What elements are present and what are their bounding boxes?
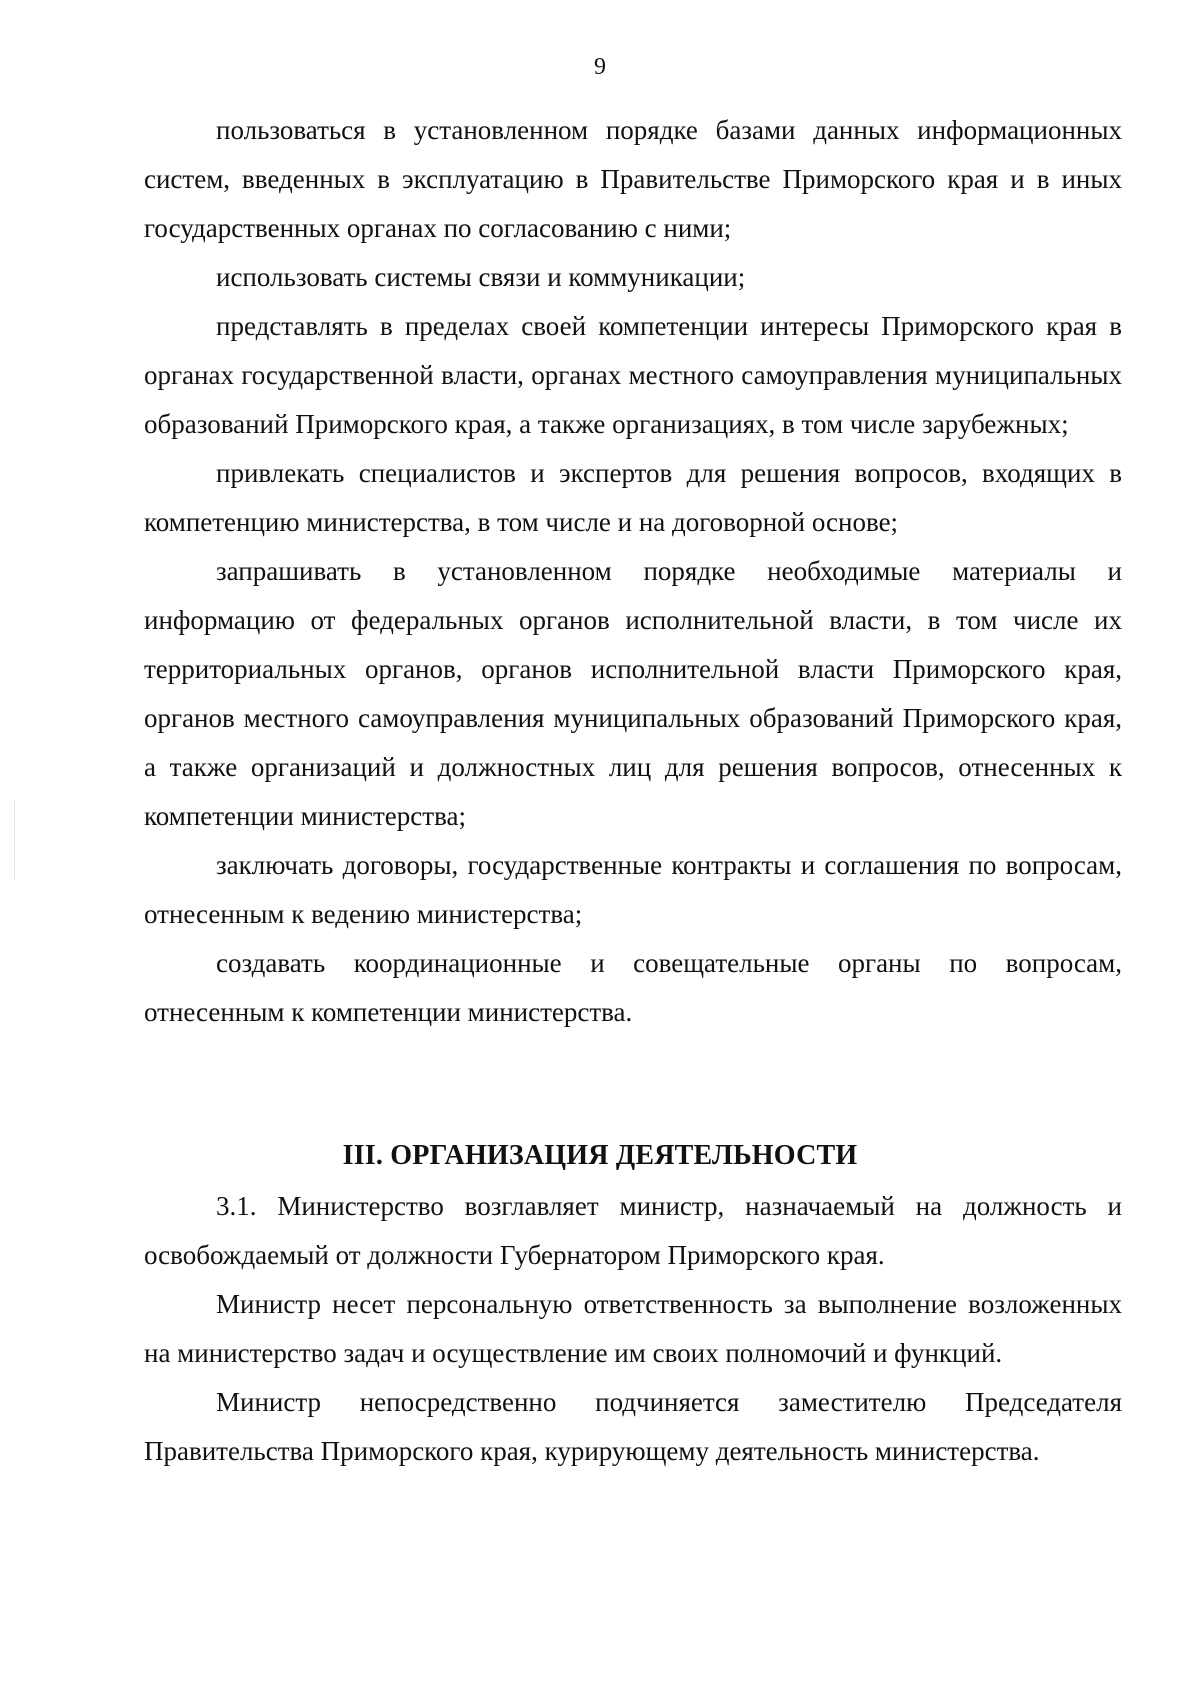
scan-artifact xyxy=(14,800,15,880)
paragraph-databases: пользоваться в установленном порядке базами данных информационных систем, введенных в эксплуатацию в Правительстве Приморского края и в иных государственных органах по согласованию с ними; xyxy=(144,115,1122,243)
paragraph-contracts: заключать договоры, государственные контракты и соглашения по вопросам, отнесенным к ведению министерства; xyxy=(144,850,1122,929)
section-heading: III. ОРГАНИЗАЦИЯ ДЕЯТЕЛЬНОСТИ xyxy=(342,1140,858,1171)
paragraph-experts: привлекать специалистов и экспертов для решения вопросов, входящих в компетенцию министерства, в том числе и на договорной основе; xyxy=(144,458,1122,537)
paragraph-councils: создавать координационные и совещательные органы по вопросам, отнесенным к компетенции министерства. xyxy=(144,948,1122,1027)
paragraph-requests: запрашивать в установленном порядке необходимые материалы и информацию от федеральных органов исполнительной власти, в том числе их территориальных органов, органов исполнительной власти Приморского края, органов местного самоуправления муниципальных образований Приморского края, а также организаций и должностных лиц для решения вопросов, отнесенных к компетенции министерства; xyxy=(144,556,1122,831)
paragraph-communications: использовать системы связи и коммуникации; xyxy=(216,262,746,292)
page-number: 9 xyxy=(594,54,606,80)
paragraph-representation: представлять в пределах своей компетенции интересы Приморского края в органах государственной власти, органах местного самоуправления муниципальных образований Приморского края, а также организациях, в том числе зарубежных; xyxy=(144,311,1122,439)
paragraph-minister-appointment: 3.1. Министерство возглавляет министр, назначаемый на должность и освобождаемый от должности Губернатором Приморского края. xyxy=(144,1191,1122,1270)
organization-section xyxy=(144,1182,1122,1476)
powers-list xyxy=(144,106,1122,1037)
paragraph-minister-subordination: Министр непосредственно подчиняется заместителю Председателя Правительства Приморского края, курирующему деятельность министерства. xyxy=(144,1387,1122,1466)
paragraph-minister-responsibility: Министр несет персональную ответственность за выполнение возложенных на министерство задач и осуществление им своих полномочий и функций. xyxy=(144,1289,1122,1368)
